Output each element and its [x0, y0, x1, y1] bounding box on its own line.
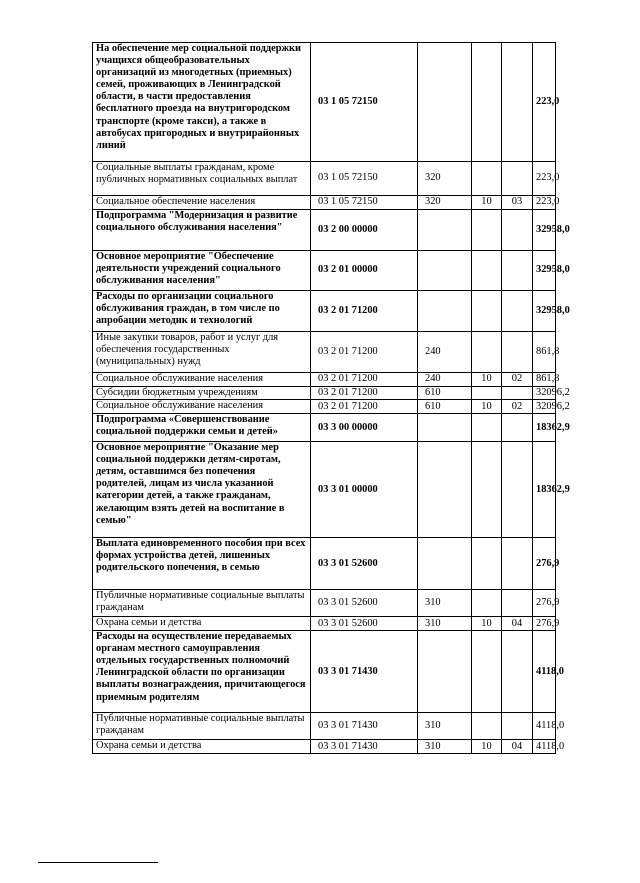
cell-code: 03 3 01 00000	[311, 442, 418, 538]
cell-vr: 240	[418, 373, 472, 387]
cell-pr	[502, 291, 533, 332]
cell-code: 03 2 00 00000	[311, 210, 418, 251]
table-row	[93, 373, 556, 387]
cell-sum: 32958,0	[533, 210, 556, 251]
cell-vr: 320	[418, 196, 472, 210]
table-row	[93, 43, 556, 162]
cell-code: 03 1 05 72150	[311, 162, 418, 196]
table-row	[93, 251, 556, 291]
cell-sum: 276,9	[533, 590, 556, 617]
cell-vr: 310	[418, 617, 472, 631]
cell-sum: 276,9	[533, 617, 556, 631]
cell-pr: 04	[502, 740, 533, 754]
cell-pr	[502, 387, 533, 400]
cell-pr: 04	[502, 617, 533, 631]
cell-vr: 240	[418, 332, 472, 373]
table-row	[93, 387, 556, 400]
table-row	[93, 442, 556, 538]
cell-pr	[502, 713, 533, 740]
cell-name: Подпрограмма «Совершенствование социальной поддержки семьи и детей»	[93, 414, 311, 442]
table-row	[93, 210, 556, 251]
cell-code: 03 2 01 71200	[311, 373, 418, 387]
cell-sum: 32096,2	[533, 387, 556, 400]
cell-pr	[502, 251, 533, 291]
cell-code: 03 3 01 71430	[311, 740, 418, 754]
cell-name: Выплата единовременного пособия при всех формах устройства детей, лишенных родительского попечения, в семью	[93, 538, 311, 590]
cell-rz	[472, 442, 502, 538]
cell-sum: 223,0	[533, 43, 556, 162]
cell-name: Охрана семьи и детства	[93, 617, 311, 631]
cell-rz	[472, 291, 502, 332]
table-row	[93, 631, 556, 713]
cell-code: 03 3 01 52600	[311, 590, 418, 617]
cell-pr: 02	[502, 373, 533, 387]
cell-pr	[502, 210, 533, 251]
table-row	[93, 713, 556, 740]
cell-rz	[472, 162, 502, 196]
cell-rz	[472, 210, 502, 251]
cell-pr	[502, 590, 533, 617]
cell-code: 03 2 01 71200	[311, 400, 418, 414]
cell-sum: 276,9	[533, 538, 556, 590]
cell-pr	[502, 332, 533, 373]
cell-vr	[418, 251, 472, 291]
cell-pr	[502, 162, 533, 196]
cell-code: 03 2 01 71200	[311, 291, 418, 332]
cell-code: 03 2 01 71200	[311, 387, 418, 400]
cell-rz	[472, 631, 502, 713]
table-row	[93, 162, 556, 196]
cell-sum: 32958,0	[533, 291, 556, 332]
cell-sum: 32958,0	[533, 251, 556, 291]
cell-rz	[472, 590, 502, 617]
cell-sum: 18362,9	[533, 442, 556, 538]
cell-code: 03 1 05 72150	[311, 43, 418, 162]
cell-vr	[418, 414, 472, 442]
cell-code: 03 2 01 71200	[311, 332, 418, 373]
cell-rz	[472, 332, 502, 373]
cell-name: Социальное обеспечение населения	[93, 196, 311, 210]
cell-name: Иные закупки товаров, работ и услуг для обеспечения государственных (муниципальных) нужд	[93, 332, 311, 373]
cell-vr	[418, 210, 472, 251]
cell-sum: 223,0	[533, 162, 556, 196]
cell-vr: 310	[418, 740, 472, 754]
cell-name: На обеспечение мер социальной поддержки учащихся общеобразовательных организаций из многодетных (приемных) семей, проживающих в Ленинградской области, в части предоставления бесплатного проезда на внутригородском транспорте (кроме такси), а также в автобусах пригородных и внутрирайонных линий	[93, 43, 311, 162]
cell-name: Субсидии бюджетным учреждениям	[93, 387, 311, 400]
cell-rz: 10	[472, 373, 502, 387]
table-row	[93, 291, 556, 332]
cell-rz	[472, 538, 502, 590]
cell-code: 03 2 01 00000	[311, 251, 418, 291]
footnote-divider	[38, 862, 158, 863]
table-row	[93, 332, 556, 373]
table-row	[93, 414, 556, 442]
cell-sum: 223,0	[533, 196, 556, 210]
cell-rz	[472, 713, 502, 740]
cell-vr	[418, 291, 472, 332]
cell-name: Охрана семьи и детства	[93, 740, 311, 754]
cell-sum: 861,8	[533, 332, 556, 373]
cell-vr	[418, 538, 472, 590]
table-row	[93, 538, 556, 590]
cell-sum: 32096,2	[533, 400, 556, 414]
cell-code: 03 3 01 71430	[311, 713, 418, 740]
cell-pr	[502, 631, 533, 713]
cell-rz: 10	[472, 740, 502, 754]
cell-name: Публичные нормативные социальные выплаты гражданам	[93, 590, 311, 617]
cell-rz: 10	[472, 196, 502, 210]
cell-name: Публичные нормативные социальные выплаты гражданам	[93, 713, 311, 740]
cell-rz: 10	[472, 617, 502, 631]
cell-code: 03 3 01 71430	[311, 631, 418, 713]
cell-vr: 310	[418, 590, 472, 617]
cell-rz	[472, 387, 502, 400]
cell-vr: 320	[418, 162, 472, 196]
cell-name: Расходы на осуществление передаваемых органам местного самоуправления отдельных государственных полномочий Ленинградской области по организации выплаты вознаграждения, причитающегося приемным родителям	[93, 631, 311, 713]
cell-rz: 10	[472, 400, 502, 414]
cell-name: Подпрограмма "Модернизация и развитие социального обслуживания населения"	[93, 210, 311, 251]
budget-table	[92, 42, 570, 754]
cell-rz	[472, 251, 502, 291]
table-row	[93, 590, 556, 617]
table-row	[93, 196, 556, 210]
table-row	[93, 617, 556, 631]
cell-pr	[502, 442, 533, 538]
cell-name: Социальное обслуживание населения	[93, 400, 311, 414]
cell-sum: 4118,0	[533, 740, 556, 754]
cell-vr	[418, 43, 472, 162]
cell-name: Социальное обслуживание населения	[93, 373, 311, 387]
cell-pr	[502, 414, 533, 442]
cell-vr: 310	[418, 713, 472, 740]
cell-pr	[502, 538, 533, 590]
cell-sum: 18362,9	[533, 414, 556, 442]
cell-name: Расходы по организации социального обслуживания граждан, в том числе по апробации методик и технологий	[93, 291, 311, 332]
cell-vr	[418, 442, 472, 538]
cell-sum: 861,8	[533, 373, 556, 387]
cell-vr	[418, 631, 472, 713]
cell-pr: 02	[502, 400, 533, 414]
table-row	[93, 740, 556, 754]
cell-code: 03 1 05 72150	[311, 196, 418, 210]
cell-code: 03 3 01 52600	[311, 617, 418, 631]
cell-name: Социальные выплаты гражданам, кроме публичных нормативных социальных выплат	[93, 162, 311, 196]
cell-name: Основное мероприятие "Оказание мер социальной поддержки детям-сиротам, детям, оставшимся без попечения родителей, лицам из числа указанной категории детей, а также гражданам, желающим взять детей на воспитание в семью"	[93, 442, 311, 538]
cell-rz	[472, 414, 502, 442]
cell-vr: 610	[418, 387, 472, 400]
cell-name: Основное мероприятие "Обеспечение деятельности учреждений социального обслуживания населения"	[93, 251, 311, 291]
cell-code: 03 3 00 00000	[311, 414, 418, 442]
cell-code: 03 3 01 52600	[311, 538, 418, 590]
cell-vr: 610	[418, 400, 472, 414]
cell-sum: 4118,0	[533, 713, 556, 740]
cell-pr	[502, 43, 533, 162]
cell-sum: 4118,0	[533, 631, 556, 713]
cell-pr: 03	[502, 196, 533, 210]
cell-rz	[472, 43, 502, 162]
table-row	[93, 400, 556, 414]
